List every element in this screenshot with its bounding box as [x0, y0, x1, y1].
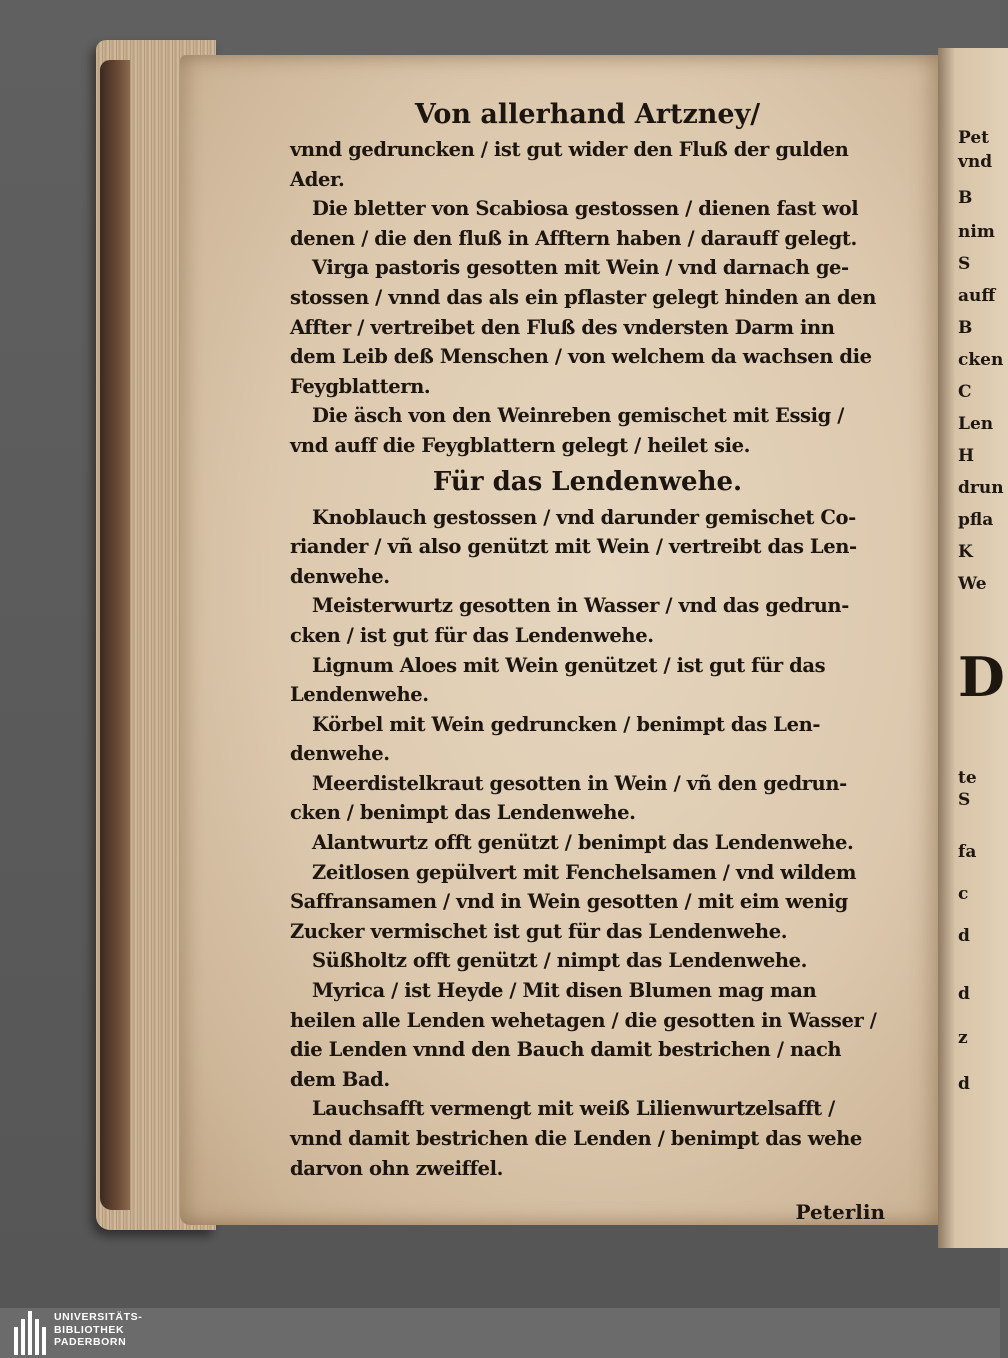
right-page-fragment: vnd — [958, 152, 993, 172]
right-page-fragment: d — [958, 1074, 970, 1094]
text-line: die Lenden vnnd den Bauch damit bestrichen / nach — [290, 1038, 842, 1062]
text-line: Meisterwurtz gesotten in Wasser / vnd das gedrun- — [312, 594, 849, 618]
right-page-fragment: pfla — [958, 510, 994, 530]
right-page-fragment: te — [958, 768, 977, 788]
text-line: Lendenwehe. — [290, 683, 429, 707]
text-line: vnnd damit bestrichen die Lenden / benimpt das wehe — [290, 1127, 862, 1150]
text-line: Die bletter von Scabiosa gestossen / dienen fast wol — [312, 197, 859, 221]
right-page-fragment: D — [958, 645, 1005, 709]
paragraphs-after-heading — [290, 503, 885, 1184]
right-page-fragment: c — [958, 884, 969, 904]
text-line: denwehe. — [290, 564, 390, 588]
right-page-fragment: Pet — [958, 128, 989, 148]
right-page-fragment: cken — [958, 350, 1004, 370]
text-line: vnd auff die Feygblattern gelegt / heilet sie. — [290, 433, 751, 457]
right-page-fragment: K — [958, 542, 973, 562]
text-line: Ader. — [290, 167, 345, 191]
text-line: stossen / vnnd das als ein pflaster gelegt hinden an den — [290, 285, 876, 309]
right-page-fragment: B — [958, 188, 973, 208]
book-spine — [100, 60, 130, 1210]
text-line: darvon ohn zweiffel. — [290, 1156, 504, 1180]
text-line: Körbel mit Wein gedruncken / benimpt das Len- — [312, 712, 821, 736]
text-line: riander / vñ also genützt mit Wein / vertreibt das Len- — [290, 535, 857, 559]
right-page-fragment: C — [958, 382, 972, 402]
footer-bar — [0, 1308, 1000, 1358]
right-page-fragment: nim — [958, 222, 995, 242]
catchword: Peterlin — [795, 1200, 885, 1225]
text-line: Lignum Aloes mit Wein genützet / ist gut für das — [312, 653, 826, 677]
right-page-fragment: d — [958, 926, 970, 946]
text-line: Zucker vermischet ist gut für das Lendenwehe. — [290, 919, 788, 943]
text-line: Knoblauch gestossen / vnd darunder gemischet Co- — [312, 505, 856, 529]
right-page-fragment: We — [958, 574, 987, 594]
text-line: Alantwurtz offt genützt / benimpt das Lendenwehe. — [312, 831, 854, 855]
text-line: Affter / vertreibet den Fluß des vndersten Darm inn — [290, 315, 835, 339]
right-page-fragment: S — [958, 790, 971, 810]
library-name-line-1: UNIVERSITÄTS- — [54, 1311, 143, 1323]
text-line: Feygblattern. — [290, 374, 431, 398]
text-line: Myrica / ist Heyde / Mit disen Blumen mag man — [312, 979, 817, 1003]
library-logo-icon — [14, 1311, 48, 1355]
page-text-block — [290, 95, 885, 1227]
right-page-fragment: fa — [958, 842, 977, 862]
text-line: Süßholtz offt genützt / nimpt das Lendenwehe. — [312, 949, 808, 973]
text-line: cken / benimpt das Lendenwehe. — [290, 801, 636, 825]
running-head: Von allerhand Artzney/ — [414, 99, 761, 130]
text-line: Zeitlosen gepülvert mit Fenchelsamen / vnd wildem — [312, 860, 857, 884]
text-line: Virga pastoris gesotten mit Wein / vnd darnach ge- — [312, 256, 849, 280]
text-line: Saffransamen / vnd in Wein gesotten / mit eim wenig — [290, 890, 848, 914]
text-line: denen / die den fluß in Afftern haben / darauff gelegt. — [290, 226, 857, 250]
library-name — [54, 1311, 142, 1349]
text-line: dem Leib deß Menschen / von welchem da wachsen die — [290, 345, 872, 369]
right-page-fragment: H — [958, 446, 975, 466]
section-heading: Für das Lendenwehe. — [432, 466, 743, 497]
text-line: dem Bad. — [290, 1067, 390, 1091]
text-line: heilen alle Lenden wehetagen / die gesotten in Wasser / — [290, 1008, 877, 1032]
right-page-fragment: B — [958, 318, 973, 338]
right-page-fragment: S — [958, 254, 971, 274]
library-name-line-2: BIBLIOTHEK — [54, 1323, 125, 1336]
text-line: denwehe. — [290, 742, 390, 766]
text-line: cken / ist gut für das Lendenwehe. — [290, 623, 654, 647]
text-line: Lauchsafft vermengt mit weiß Lilienwurtzelsafft / — [312, 1097, 835, 1121]
right-page-fragment: auff — [958, 286, 996, 306]
right-page-fragment: Len — [958, 414, 994, 434]
text-line: Die äsch von den Weinreben gemischet mit Essig / — [312, 404, 844, 428]
text-line: vnnd gedruncken / ist gut wider den Fluß der gulden — [290, 138, 849, 161]
library-name-line-3: PADERBORN — [54, 1336, 127, 1348]
text-line: Meerdistelkraut gesotten in Wein / vñ den gedrun- — [312, 771, 847, 795]
right-page-fragment: z — [958, 1028, 968, 1048]
paragraphs-before-heading — [290, 135, 885, 461]
right-page-fragment: d — [958, 984, 970, 1004]
right-page-fragment: drun — [958, 478, 1004, 498]
